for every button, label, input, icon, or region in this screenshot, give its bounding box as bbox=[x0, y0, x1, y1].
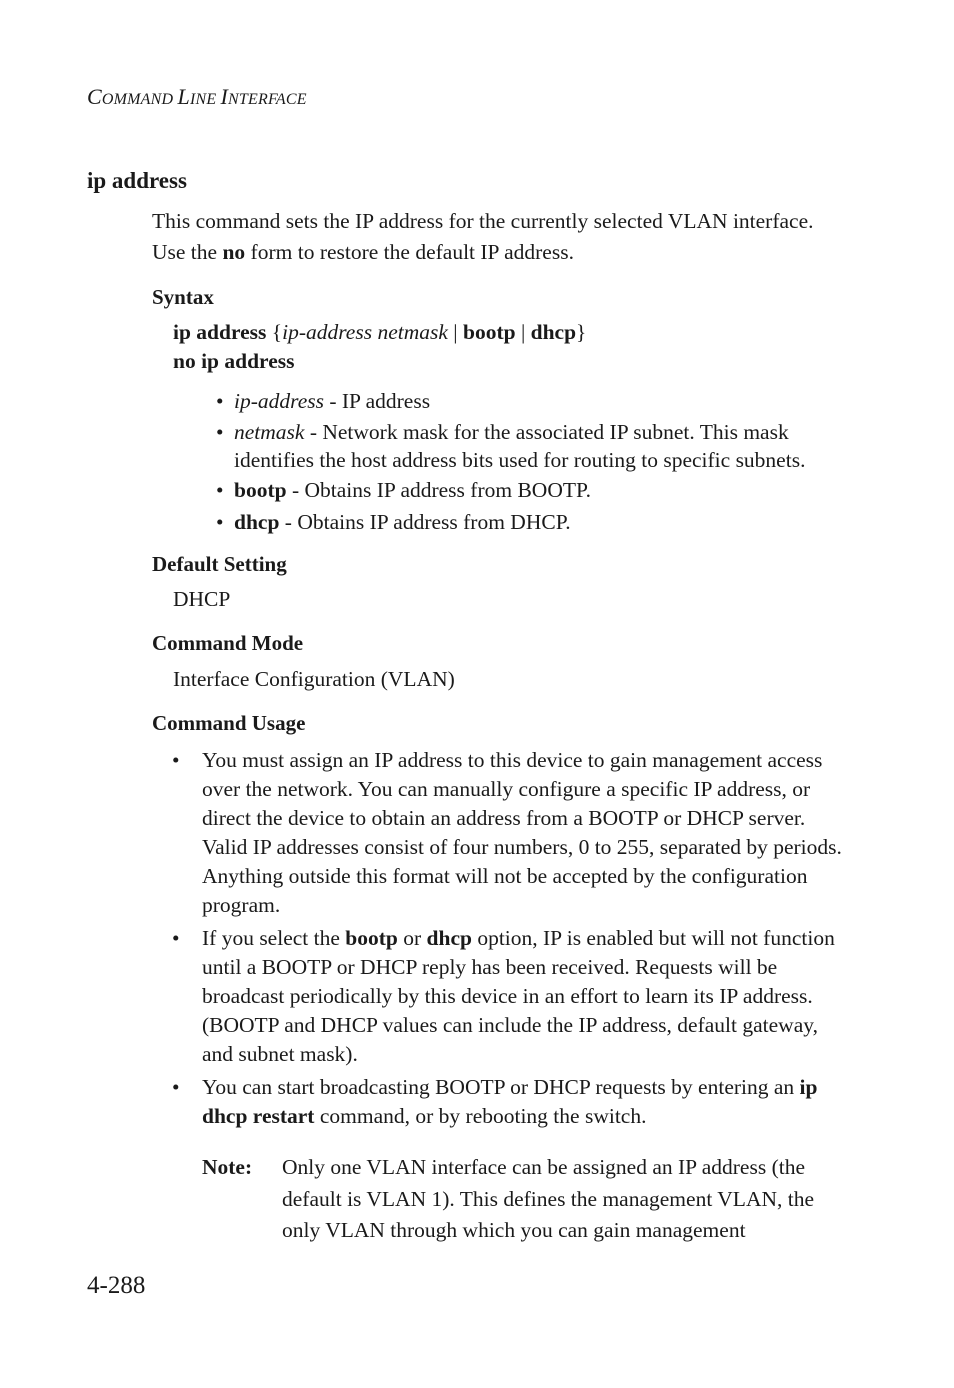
note-label: Note: bbox=[202, 1155, 253, 1179]
usage-item: • You must assign an IP address to this device to gain management access over the network. You can manually configure a specific IP address, or direct the device to obtain an address from a BOOTP or DHCP server. Valid IP addresses consist of four numbers, 0 to 255, separated by periods. Anything outside this format will not be accepted by the configuration program. bbox=[172, 748, 842, 917]
syntax-line-1: ip address {ip-address netmask | bootp | dhcp} bbox=[173, 320, 587, 344]
note-block bbox=[202, 1152, 847, 1247]
page-number: 4-288 bbox=[87, 1272, 146, 1299]
intro-paragraph: This command sets the IP address for the currently selected VLAN interface. Use the no form to restore the default IP address. bbox=[152, 209, 814, 264]
default-setting-value: DHCP bbox=[173, 587, 231, 611]
bullet-icon: • bbox=[216, 510, 224, 534]
section-title: ip address bbox=[87, 168, 187, 193]
running-header: COMMAND LINE INTERFACE bbox=[87, 84, 307, 109]
usage-item: • You can start broadcasting BOOTP or DHCP requests by entering an ip dhcp restart command, or by rebooting the switch. bbox=[172, 1075, 818, 1128]
bullet-icon: • bbox=[216, 420, 224, 444]
bullet-icon: • bbox=[216, 389, 224, 413]
bullet-icon: • bbox=[216, 478, 224, 502]
usage-item: • If you select the bootp or dhcp option, IP is enabled but will not function until a BOOTP or DHCP reply has been received. Requests will be broadcast periodically by this device in an effort to learn its IP address. (BOOTP and DHCP values can include the IP address, default gateway, and subnet mask). bbox=[172, 926, 835, 1066]
param-item: • dhcp - Obtains IP address from DHCP. bbox=[216, 510, 571, 534]
param-item: • netmask - Network mask for the associated IP subnet. This mask identifies the host address bits used for routing to specific subnets. bbox=[216, 420, 806, 472]
command-mode-heading: Command Mode bbox=[152, 631, 304, 655]
default-setting-heading: Default Setting bbox=[152, 552, 287, 576]
syntax-line-2: no ip address bbox=[173, 349, 295, 373]
bullet-icon: • bbox=[172, 1075, 180, 1099]
param-item: • ip-address - IP address bbox=[216, 389, 431, 413]
command-mode-value: Interface Configuration (VLAN) bbox=[173, 667, 455, 691]
command-usage-heading: Command Usage bbox=[152, 711, 306, 735]
syntax-heading: Syntax bbox=[152, 285, 214, 309]
bullet-icon: • bbox=[172, 748, 180, 772]
bullet-icon: • bbox=[172, 926, 180, 950]
note-text: Only one VLAN interface can be assigned an IP address (the default is VLAN 1). This defines the management VLAN, the only VLAN through which you can gain management bbox=[282, 1155, 815, 1242]
param-item: • bootp - Obtains IP address from BOOTP. bbox=[216, 478, 591, 502]
